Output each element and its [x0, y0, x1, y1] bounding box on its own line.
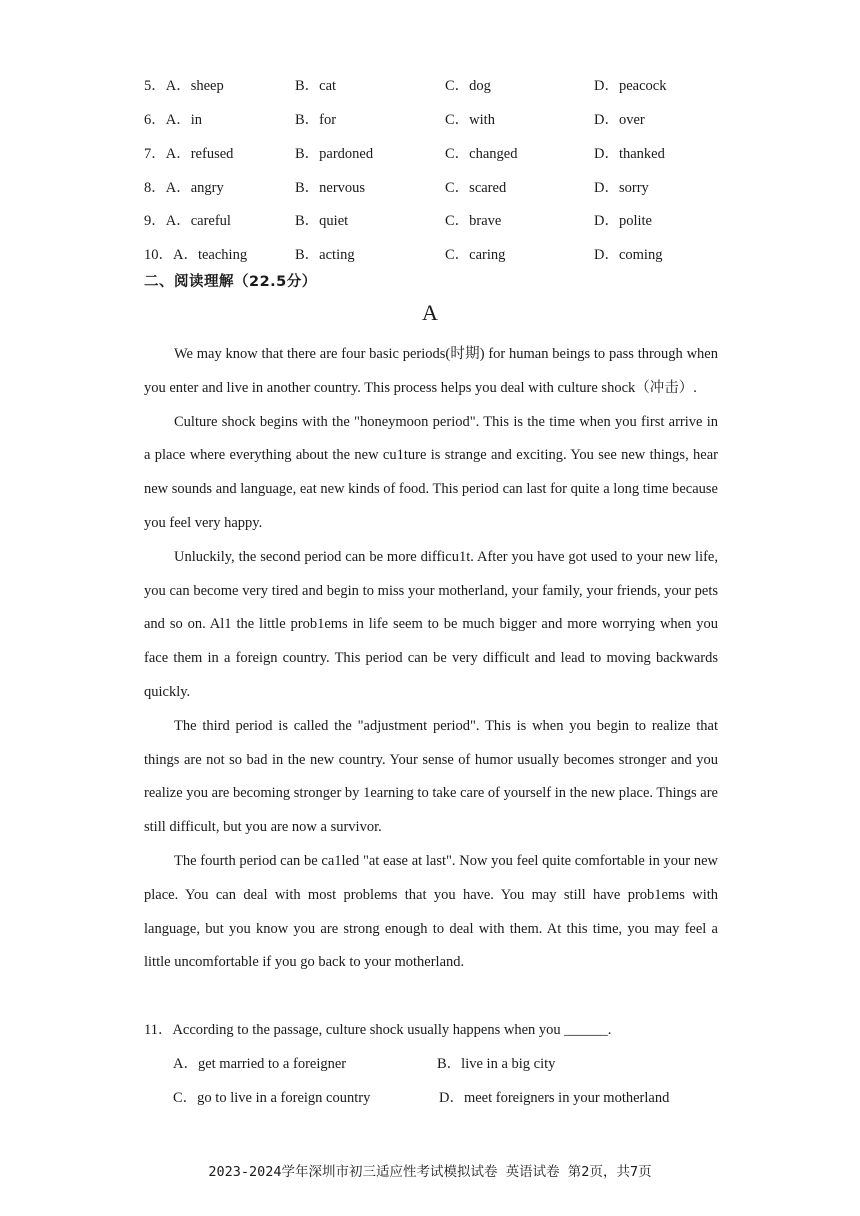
- option-c: C．dog: [445, 78, 491, 94]
- question-11-option-c: C．go to live in a foreign country: [173, 1090, 371, 1106]
- option-d: D．sorry: [594, 180, 649, 196]
- option-a: 5．A．sheep: [144, 78, 224, 94]
- paragraph: The fourth period can be ca1led "at ease at last". Now you feel quite comfortable in your new place. You can deal with most problems that you have. You may still have prob1ems with language, but you know you are strong enough to deal with them. At this time, you may feel a little uncomfortable if you go back to your motherland.: [144, 852, 718, 971]
- option-c: C．caring: [445, 247, 506, 263]
- option-a: 9．A．careful: [144, 213, 231, 229]
- option-d: D．peacock: [594, 78, 667, 94]
- option-b: B．for: [295, 112, 337, 128]
- section-title: 二、阅读理解（22.5分）: [144, 274, 317, 290]
- option-a: 7．A．refused: [144, 146, 234, 162]
- option-a: 8．A．angry: [144, 180, 224, 196]
- question-6-options: [144, 108, 744, 128]
- reading-passage: [144, 338, 718, 980]
- option-a: 6．A．in: [144, 112, 202, 128]
- paragraph: The third period is called the "adjustment period". This is when you begin to realize that things are not so bad in the new country. Your sense of humor usually becomes stronger and you realize you are becoming stronger by 1earning to take care of yourself in the new place. Things are still difficult, but you are now a survivor.: [144, 717, 718, 836]
- question-7-options: [144, 142, 744, 162]
- question-11-option-b: B．live in a big city: [437, 1056, 556, 1072]
- paragraph: Culture shock begins with the "honeymoon period". This is the time when you first arrive in a place where everything about the new cu1ture is strange and exciting. You see new things, hear new sounds and language, eat new kinds of food. This period can last for quite a long time because you feel very happy.: [144, 413, 718, 531]
- question-5-options: [144, 74, 744, 94]
- option-b: B．cat: [295, 78, 337, 94]
- option-c: C．changed: [445, 146, 518, 162]
- question-11-option-a: A．get married to a foreigner: [173, 1056, 347, 1072]
- paragraph: Unluckily, the second period can be more difficu1t. After you have got used to your new life, you can become very tired and begin to miss your motherland, your family, your friends, your pets and so on. Al1 the little prob1ems in life seem to be much bigger and more worrying when you face them in a foreign country. This period can be very difficult and lead to moving backwards quickly.: [144, 548, 718, 700]
- question-11-stem: 11．According to the passage, culture shock usually happens when you ______.: [144, 1022, 612, 1038]
- option-c: C．with: [445, 112, 495, 128]
- option-d: D．over: [594, 112, 645, 128]
- option-d: D．polite: [594, 213, 652, 229]
- question-8-options: [144, 176, 744, 196]
- passage-heading: A: [422, 300, 438, 325]
- option-b: B．quiet: [295, 213, 349, 229]
- option-d: D．coming: [594, 247, 663, 263]
- question-9-options: [144, 209, 744, 229]
- option-b: B．nervous: [295, 180, 366, 196]
- option-c: C．scared: [445, 180, 507, 196]
- question-11-option-d: D．meet foreigners in your motherland: [439, 1090, 670, 1106]
- question-10-options: [144, 243, 744, 263]
- option-b: B．acting: [295, 247, 355, 263]
- option-b: B．pardoned: [295, 146, 374, 162]
- paragraph: We may know that there are four basic periods(时期) for human beings to pass through when you enter and live in another country. This process helps you deal with culture shock（冲击）.: [144, 346, 718, 396]
- option-d: D．thanked: [594, 146, 665, 162]
- page-footer: 2023-2024学年深圳市初三适应性考试模拟试卷 英语试卷 第2页，共7页: [208, 1164, 652, 1180]
- option-c: C．brave: [445, 213, 502, 229]
- option-a: 10．A．teaching: [144, 247, 248, 263]
